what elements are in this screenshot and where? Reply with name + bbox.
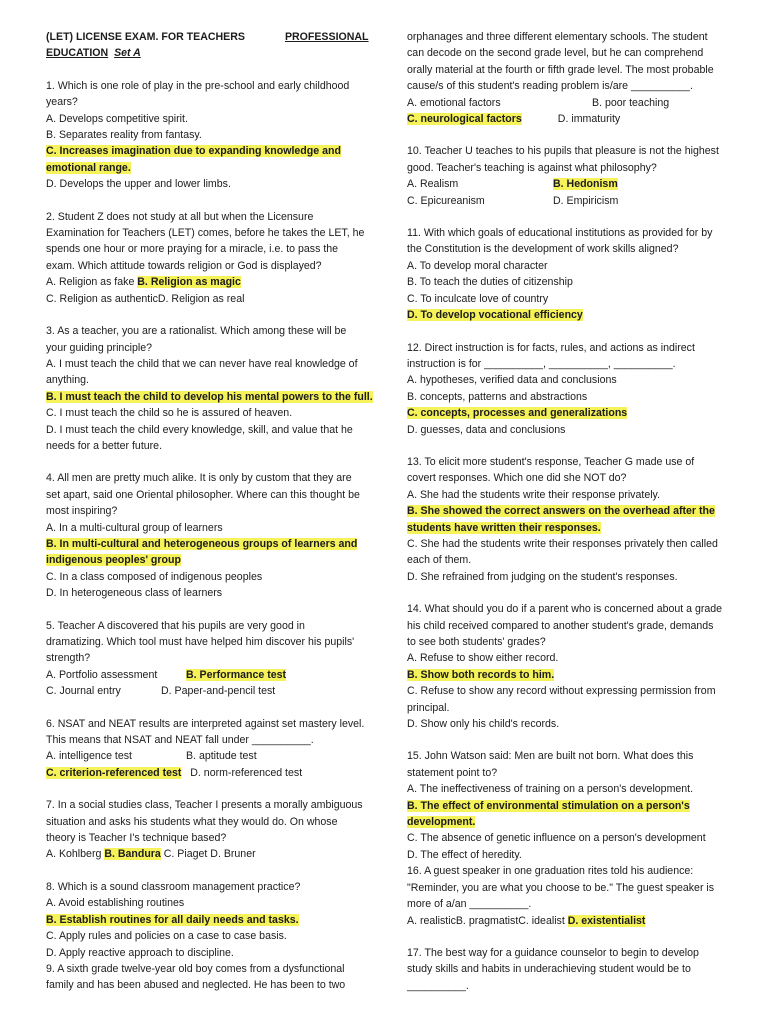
choice-c-answer-cont: emotional range. <box>46 161 131 174</box>
left-column <box>46 29 382 994</box>
choice-d: D. I must teach the child every knowledge, skill, and value that he <box>46 423 353 436</box>
question-text: spends one hour or more praying for a miracle, i.e. to pass the <box>46 243 339 256</box>
question-text: the Constitution is the development of work skills aligned? <box>407 243 679 256</box>
choice-a: A. Refuse to show either record. <box>407 652 559 665</box>
question-text: 3. As a teacher, you are a rationalist. Which among these will be <box>46 325 347 338</box>
choice-a-b-c: A. realisticB. pragmatistC. idealist <box>407 914 568 927</box>
choice-b-answer: B. Religion as magic <box>137 276 241 289</box>
question-text: 8. Which is a sound classroom management practice? <box>46 880 301 893</box>
choice-c-answer: C. criterion-referenced test <box>46 766 182 779</box>
choice-b-answer: B. Bandura <box>104 848 161 861</box>
question-5 <box>46 618 382 700</box>
question-text: dramatizing. Which tool must have helped him discover his pupils' <box>46 636 355 648</box>
choice-c: C. The absence of genetic influence on a person's development <box>407 832 706 845</box>
choice-a: A. To develop moral character <box>407 259 548 272</box>
choice-b-answer: B. The effect of environmental stimulation on a person's <box>407 799 690 812</box>
choice-b-answer: B. Performance test <box>186 668 287 681</box>
choice-d: D. Paper-and-pencil test <box>161 685 276 698</box>
choice-c-answer: C. Increases imagination due to expanding knowledge and <box>46 145 341 158</box>
question-text: 15. John Watson said: Men are built not born. What does this <box>407 750 694 763</box>
question-text: 1. Which is one role of play in the pre-school and early childhood <box>46 79 350 92</box>
question-text: 7. In a social studies class, Teacher I presents a morally ambiguous <box>46 799 363 812</box>
choice-b: B. concepts, patterns and abstractions <box>407 390 588 403</box>
choice-d: D. immaturity <box>557 113 621 126</box>
question-8 <box>46 879 382 961</box>
choice-d-cont: needs for a better future. <box>46 439 163 452</box>
question-text: family and has been abused and neglected. He has been to two <box>46 979 346 992</box>
question-text: 16. A guest speaker in one graduation rites told his audience: <box>407 865 694 878</box>
choice-b: B. Separates reality from fantasy. <box>46 129 202 142</box>
choice-c: C. To inculcate love of country <box>407 292 549 305</box>
choice-d: D. norm-referenced test <box>190 766 303 779</box>
choice-c: C. Refuse to show any record without expressing permission from <box>407 685 716 698</box>
choice-a-cont: anything. <box>46 374 89 387</box>
document-header <box>46 29 382 62</box>
choice-a: A. Avoid establishing routines <box>46 897 185 910</box>
choice-b: B. aptitude test <box>186 750 257 763</box>
question-text: 11. With which goals of educational institutions as provided for by <box>407 227 713 240</box>
choice-a: A. emotional factors <box>407 96 501 109</box>
question-text: orally material at the fourth or fifth grade level. The most probable <box>407 63 714 76</box>
header-subject-cont: EDUCATION <box>46 47 109 60</box>
choice-b-answer: B. In multi-cultural and heterogeneous groups of learners and <box>46 537 358 550</box>
question-17 <box>407 945 743 994</box>
question-6 <box>46 716 382 782</box>
question-text: orphanages and three different elementary schools. The student <box>407 31 708 43</box>
choice-d: D. Apply reactive approach to discipline. <box>46 946 234 959</box>
question-text: your guiding principle? <box>46 341 153 354</box>
question-15 <box>407 748 743 863</box>
choice-d: D. The effect of heredity. <box>407 848 522 861</box>
choice-b-answer: B. Show both records to him. <box>407 668 555 681</box>
choice-a: A. Portfolio assessment <box>46 668 158 681</box>
choice-c-cont: principal. <box>407 701 450 714</box>
question-text: strength? <box>46 652 91 665</box>
choice-d: D. She refrained from judging on the student's responses. <box>407 570 678 583</box>
choice-c: C. I must teach the child so he is assured of heaven. <box>46 407 293 420</box>
right-column <box>407 29 743 994</box>
choice-d: D. In heterogeneous class of learners <box>46 587 223 600</box>
question-text: most inspiring? <box>46 505 118 518</box>
question-text: years? <box>46 96 78 109</box>
choice-c-cont: each of them. <box>407 554 472 567</box>
choice-c: C. Journal entry <box>46 685 121 698</box>
question-text: 2. Student Z does not study at all but when the Licensure <box>46 210 314 223</box>
choice-b-answer: B. Hedonism <box>553 178 618 191</box>
header-subject: PROFESSIONAL <box>284 31 369 43</box>
question-7 <box>46 797 382 863</box>
question-text: 4. All men are pretty much alike. It is only by custom that they are <box>46 472 352 485</box>
question-16 <box>407 863 743 929</box>
question-14 <box>407 601 743 732</box>
choice-c-d: C. Piaget D. Bruner <box>160 848 256 861</box>
question-10 <box>407 143 743 209</box>
choice-b-answer: B. I must teach the child to develop his mental powers to the full. <box>46 390 373 403</box>
choice-d-answer: D. existentialist <box>567 914 646 927</box>
choice-b: B. poor teaching <box>592 96 670 109</box>
question-2 <box>46 209 382 307</box>
question-9-start <box>46 961 382 994</box>
choice-d: D. Show only his child's records. <box>407 718 560 731</box>
choice-b-answer-cont: indigenous peoples' group <box>46 554 181 567</box>
choice-c: C. Epicureanism <box>407 194 485 207</box>
question-text: exam. Which attitude towards religion or God is displayed? <box>46 259 322 272</box>
choice-b-answer: B. She showed the correct answers on the overhead after the <box>407 505 715 518</box>
question-text: 14. What should you do if a parent who is concerned about a grade <box>407 603 723 616</box>
question-text: This means that NSAT and NEAT fall under __________. <box>46 734 314 747</box>
choice-a: A. I must teach the child that we can never have real knowledge of <box>46 357 358 370</box>
choice-a: A. hypotheses, verified data and conclusions <box>407 374 617 387</box>
question-text: 17. The best way for a guidance counselor to begin to develop <box>407 946 699 959</box>
choice-c-d: C. Religion as authenticD. Religion as real <box>46 292 245 305</box>
question-text: statement point to? <box>407 766 498 779</box>
choice-b-answer-cont: development. <box>407 816 476 829</box>
header-title: (LET) LICENSE EXAM. FOR TEACHERS <box>46 31 245 43</box>
choice-d: D. guesses, data and conclusions <box>407 423 566 436</box>
question-text: set apart, said one Oriental philosopher. Where can this thought be <box>46 488 360 501</box>
question-text: theory is Teacher I's technique based? <box>46 832 227 845</box>
question-text: instruction is for __________, __________, __________. <box>407 357 676 370</box>
choice-c: C. She had the students write their responses privately then called <box>407 537 718 550</box>
question-text: 6. NSAT and NEAT results are interpreted against set mastery level. <box>46 717 365 730</box>
question-text: to see both students' grades? <box>407 636 546 648</box>
question-12 <box>407 340 743 438</box>
choice-a: A. Religion as fake <box>46 276 138 289</box>
question-text: 9. A sixth grade twelve-year old boy comes from a dysfunctional <box>46 962 345 975</box>
question-text: study skills and habits in underachieving student would be to <box>407 963 691 976</box>
question-3 <box>46 323 382 454</box>
choice-b: B. To teach the duties of citizenship <box>407 276 573 289</box>
question-text: 13. To elicit more student's response, Teacher G made use of <box>407 455 695 468</box>
choice-b-answer: B. Establish routines for all daily needs and tasks. <box>46 913 299 926</box>
question-11 <box>407 225 743 323</box>
question-text: more of a/an __________. <box>407 898 532 911</box>
choice-a: A. She had the students write their response privately. <box>407 488 661 501</box>
choice-c-answer: C. concepts, processes and generalizations <box>407 407 628 420</box>
question-text: Examination for Teachers (LET) comes, before he takes the LET, he <box>46 227 365 240</box>
choice-a: A. intelligence test <box>46 750 132 763</box>
question-text: good. Teacher's teaching is against what philosophy? <box>407 161 657 174</box>
header-set: Set A <box>114 47 141 60</box>
question-text: 12. Direct instruction is for facts, rules, and actions as indirect <box>407 341 695 354</box>
question-4 <box>46 470 382 601</box>
question-text: covert responses. Which one did she NOT do? <box>407 472 627 485</box>
choice-a: A. In a multi-cultural group of learners <box>46 521 223 534</box>
question-text: can decode on the second grade level, but he can comprehend <box>407 47 704 60</box>
choice-a: A. Realism <box>407 178 459 191</box>
question-text: "Reminder, you are what you choose to be." The guest speaker is <box>407 881 715 894</box>
choice-b-answer-cont: students have written their responses. <box>407 521 601 534</box>
question-9-cont <box>407 29 743 127</box>
question-text: situation and asks his students what they would do. On whose <box>46 815 338 828</box>
question-text: __________. <box>407 979 469 992</box>
choice-a: A. Develops competitive spirit. <box>46 112 188 125</box>
choice-d: D. Empiricism <box>553 194 619 207</box>
choice-a: A. Kohlberg <box>46 848 105 861</box>
question-1 <box>46 78 382 193</box>
choice-d-answer: D. To develop vocational efficiency <box>407 309 583 322</box>
choice-c: C. Apply rules and policies on a case to case basis. <box>46 930 287 943</box>
question-text: 5. Teacher A discovered that his pupils are very good in <box>46 619 305 632</box>
question-text: his child received compared to another student's grade, demands <box>407 619 714 632</box>
choice-d: D. Develops the upper and lower limbs. <box>46 178 231 191</box>
choice-c: C. In a class composed of indigenous peoples <box>46 570 263 583</box>
choice-a: A. The ineffectiveness of training on a person's development. <box>407 783 694 796</box>
choice-c-answer: C. neurological factors <box>407 113 522 126</box>
question-text: cause/s of this student's reading problem is/are __________. <box>407 80 693 93</box>
question-13 <box>407 454 743 585</box>
question-text: 10. Teacher U teaches to his pupils that pleasure is not the highest <box>407 145 719 158</box>
